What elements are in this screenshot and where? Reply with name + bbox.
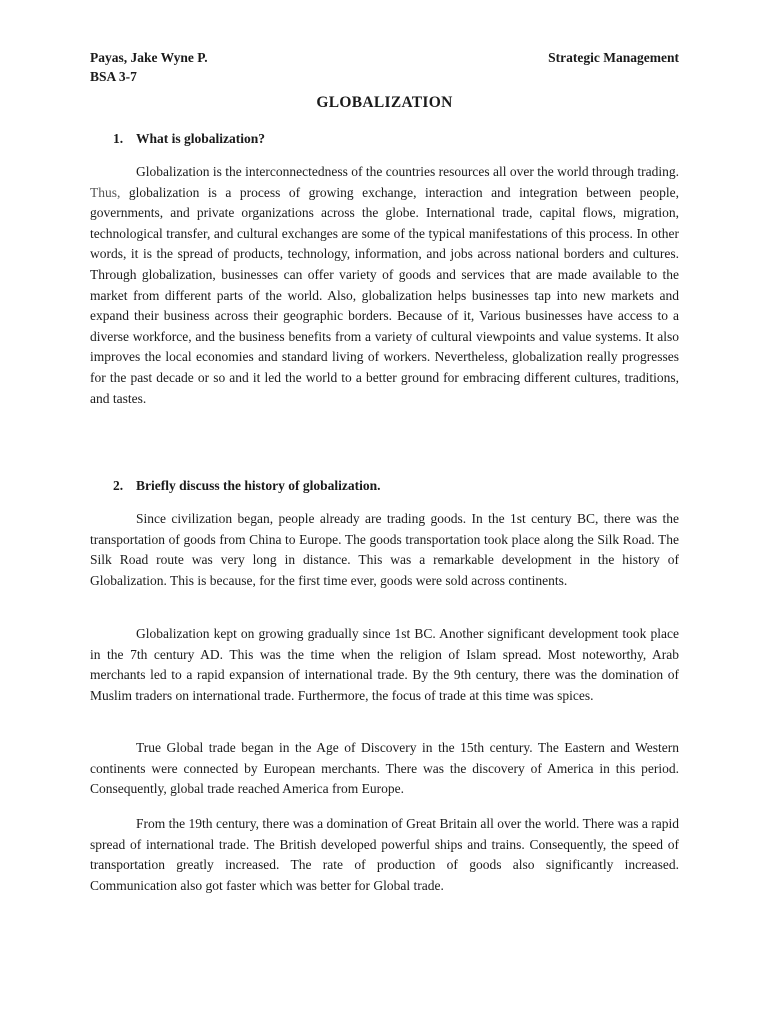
- question-1-text: What is globalization?: [136, 131, 266, 146]
- document-title: GLOBALIZATION: [316, 94, 453, 111]
- author-name: Payas, Jake Wyne P.: [90, 50, 208, 65]
- question-2-heading: [113, 477, 381, 495]
- answer-1-text-c: globalization is a process of growing exchange, interaction and integration between people, governments, and private organizations across the globe. International trade, capital flows, migration, technological transfer, and cultural exchanges are some of the typical manifestations of this process. In other words, it is the spread of products, technology, information, and jobs across national borders and cultures. Through globalization, businesses can offer variety of goods and services that are made available to the market from different parts of the world. Also, globalization helps businesses tap into new markets and expand their business across their geographic borders. Because of it, Various businesses have access to a diverse workforce, and the business benefits from a variety of cultural viewpoints and value systems. It also improves the local economies and standard living of workers. Nevertheless, globalization really progresses for the past decade or so and it led the world to a better ground for embracing different cultures, traditions, and tastes.: [90, 184, 679, 406]
- subject-name: Strategic Management: [548, 50, 679, 65]
- question-2-number: 2.: [113, 478, 124, 493]
- answer-1-paragraph: [90, 162, 679, 409]
- answer-1-text-a: Globalization is the interconnectedness of the countries resources all over the world through trading.: [136, 164, 679, 179]
- history-paragraph-3: True Global trade began in the Age of Discovery in the 15th century. The Eastern and Western continents were connected by European merchants. There was the discovery of America in this period. Consequently, global trade reached America from Europe.: [90, 740, 679, 797]
- history-paragraph-2: Globalization kept on growing gradually since 1st BC. Another significant development took place in the 7th century AD. This was the time when the religion of Islam spread. Most noteworthy, Arab merchants led to a rapid expansion of international trade. By the 9th century, there was the domination of Muslim traders on international trade. Furthermore, the focus of trade at this time was spices.: [90, 626, 679, 703]
- history-paragraph-4: From the 19th century, there was a domination of Great Britain all over the world. There was a rapid spread of international trade. The British developed powerful ships and trains. Consequently, the speed of transportation greatly increased. The rate of production of goods also significantly increased. Communication also got faster which was better for Global trade.: [90, 816, 679, 893]
- course-section: BSA 3-7: [90, 69, 137, 84]
- history-paragraph-1: Since civilization began, people already are trading goods. In the 1st century BC, there was the transportation of goods from China to Europe. The goods transportation took place along the Silk Road. The Silk Road route was very long in distance. This was a remarkable development in the history of Globalization. This is because, for the first time ever, goods were sold across continents.: [90, 511, 679, 588]
- question-1-number: 1.: [113, 131, 124, 146]
- answer-1-text-b: Thus,: [90, 184, 121, 200]
- question-2-text: Briefly discuss the history of globalization.: [136, 478, 381, 493]
- question-1-heading: [113, 130, 265, 148]
